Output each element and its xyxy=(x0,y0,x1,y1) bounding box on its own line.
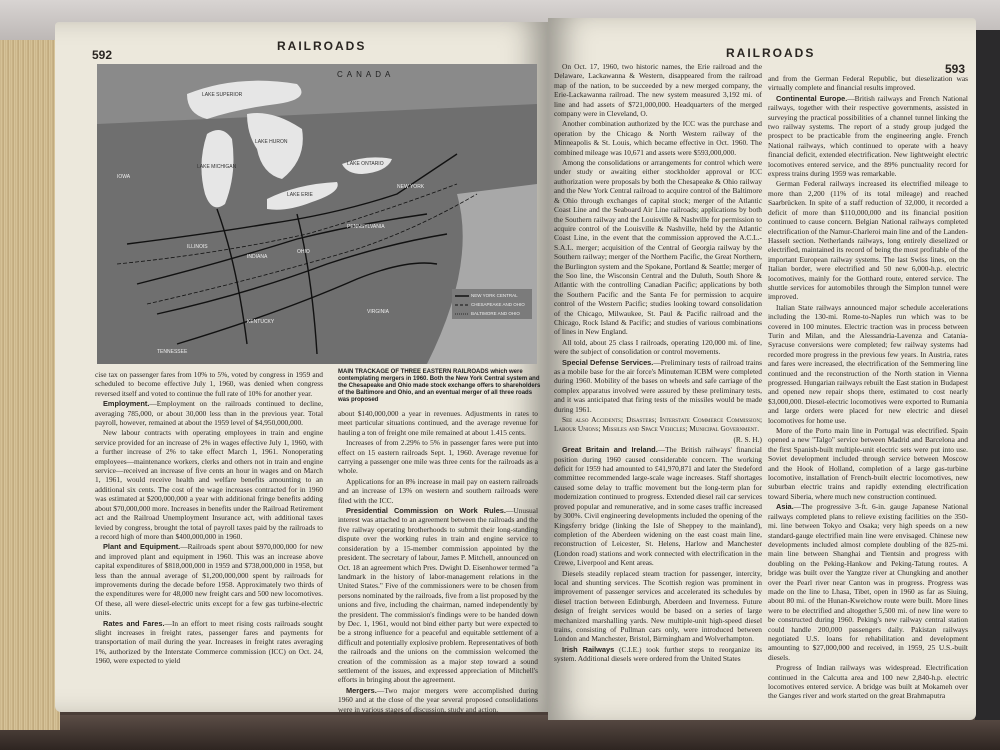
map-label-ohio: OHIO xyxy=(297,249,310,255)
book-cover-edge xyxy=(975,30,1000,720)
section-heading: Irish Railways xyxy=(562,644,615,654)
paragraph: All told, about 25 class I railroads, operating 120,000 mi. of line, were the subject of consolidation or control movements. xyxy=(554,337,762,357)
map-label-iowa: IOWA xyxy=(117,174,131,180)
paragraph: Applications for an 8% increase in mail pay on eastern railroads and an increase of 13% on western and southern railroads were filed with the ICC. xyxy=(338,476,538,505)
paragraph-text: —The British railways' financial position during 1960 caused considerable concern. The working deficit for 1959 had amounted to £41,970,871 and later the Stedeford committee recommended large-scale wage increases. Staff shortages caused some delay to traffic movement but the long-term plan for modernization continued to progress. Extended diesel rail car services proved popular and remunerative, and in some cases traffic increased by 300%. Civil engineering developments included the opening of the Kingsferry bridge (linking the Isle of Sheppey to the mainland), completion of the Aberdeen widening on the east coast main line, reconstruction of Leicester, St. Helens, Harlow and Manchester (London road) stations and work connected with electrification in the Crewe, Liverpool and Kent areas. xyxy=(554,445,762,568)
map-label-lake-michigan: LAKE MICHIGAN xyxy=(197,164,237,170)
background-cloth-bottom xyxy=(0,715,1000,750)
map-label-lake-ontario: LAKE ONTARIO xyxy=(347,161,384,167)
page-number: 593 xyxy=(945,62,966,76)
right-page-column-2 xyxy=(768,74,968,714)
map-label-new-york: NEW YORK xyxy=(397,184,425,190)
map-caption: MAIN TRACKAGE OF THREE EASTERN RAILROADS which were contemplating mergers in 1960. Both the New York Central system and the Chesapeake and Ohio made stock exchange offers to shareholders of the Baltimore and Ohio, and an eventual merger of all three roads was proposed xyxy=(338,369,541,403)
paragraph-text: —Preliminary tests of railroad trains as a mobile base for the air force's Minuteman ICBM were completed during 1960. Mobility of the bases on wheels and safe carriage of the complex apparatus involved were assured by these preliminary tests, and it was anticipated that firing tests of the missiles would be made during 1961. xyxy=(554,357,762,414)
left-page-column-1 xyxy=(95,370,323,710)
cross-reference: See also Accidents; Disasters; Interstate Commerce Commission; Labour Unions; Missiles and Space Vehicles; Municipal Government. xyxy=(554,415,762,434)
map-label-illinois: ILLINOIS xyxy=(187,244,208,250)
paragraph xyxy=(768,502,968,662)
paragraph: German Federal railways increased its electrified mileage to more than 2,200 (11% of its total mileage) and reached Saarbrücken. In spite of a staff reduction of 32,000, it recorded a deficit of more than $110,000,000 and its financial position continued to cause concern. Belgian National railways completed electrification of the Namur-Charleroi main line and of the Landen-Hasselt section. Netherlands railways, long entirely dieselized or electrified, maintained its record of being the most profitable of the important European railway systems. The last Swiss lines, on the Italian border, were electrified and 50 new 6,000-h.p. electric locomotives, mainly for the Gotthard route, entered service. The shuttle services for automobiles through the Simplon tunnel were improved. xyxy=(768,179,968,302)
paragraph-text: —The progressive 3-ft. 6-in. gauge Japanese National railways completed plans to relieve existing facilities on the 350-mi. line between Tokyo and Osaka; very high speeds on a new standard-gauge electrified main line were envisaged. Chinese new developments included almost complete doubling of the 825-mi. main line between Shanghai and Tientsin and progress with doubling on the Peking-Hankow and Peking-Tatung routes. A bridge was built over the Yangtze river at Chungking and another over the Pearl river near Canton was in progress. Progress was made on the line to Lhasa, Tibet, open in 1960 as far as Siuing, about 80 mi. of the Hunan-Kweichow route were built. More lines were to be electrified and altogether 5,500 mi. of new line were to be constructed during 1960. Peking's new railway central station could handle 200,000 passengers daily. Pakistan railways negotiated U.S. loans for rehabilitation and development amounting to $27,000,000 and received, in 1959, 25 U.S.-built diesels. xyxy=(768,502,968,662)
paragraph-text: —In an effort to meet rising costs railroads sought slight increases in freight rates, passenger fares and payments for transportation of mail during the year. Increases in freight rates averaging 1%, authorized by the Interstate Commerce commission (ICC) on Oct. 24, 1960, were expected to yield xyxy=(95,618,323,666)
map-graphic xyxy=(97,64,537,364)
paragraph xyxy=(95,542,323,617)
map-legend-item: NEW YORK CENTRAL xyxy=(471,293,518,298)
paragraph: Another combination authorized by the ICC was the purchase and operation by the Chicago & North Western railway of the Minneapolis & St. Louis, which became effective in Oct. 1960. The combined mileage was 10,671 and assets were $593,000,000. xyxy=(554,119,762,157)
map-label-lake-superior: LAKE SUPERIOR xyxy=(202,92,243,98)
right-page-column-1 xyxy=(554,62,762,717)
paragraph xyxy=(768,94,968,179)
map-label-virginia: VIRGINIA xyxy=(367,309,389,315)
paragraph: Italian State railways announced major schedule accelerations including the 130-mi. Rome-to-Naples run which was to be covered in 100 minutes. Electric traction was in process between Turin and Milan, and the Alessandria-Lavenza and Catania-Syracuse conversions were completed; few railway systems had recorded more progress in the previous few years. In Austria, rates and fares were increased, the electrification of the Semmering line continued and the reconstruction of the North station in Vienna progressed. Hungarian railways rebuilt the East station in Budapest and opened new repair shops there, estimated to cost nearly $3,000,000. Diesel-electric locomotives were exported to Rumania and large orders were placed for new electric and diesel locomotives for home use. xyxy=(768,302,968,425)
map-legend-item: BALTIMORE AND OHIO xyxy=(471,311,520,316)
book-page-edges xyxy=(0,40,60,730)
paragraph: cise tax on passenger fares from 10% to 5%, voted by congress in 1959 and scheduled to become effective July 1, 1960, was denied when congress reversed itself and voted to continue the full rate of 10% for another year. xyxy=(95,370,323,398)
paragraph xyxy=(554,358,762,414)
railroad-map xyxy=(97,64,537,364)
section-heading: Great Britain and Ireland. xyxy=(562,445,658,455)
map-label-pennsylvania: PENNSYLVANIA xyxy=(347,224,385,230)
paragraph: New labour contracts with operating employees in train and engine service provided for an increase of 2% in wages effective July 1, 1960, with a further increase of 2% to take effect March 1, 1961. Nonoperating employees—maintenance workers, clerks and others not in train and engine service—received an increase of five cents an hour in wages and on March 1, 1961, would receive health and welfare benefits amounting to an additional six cents. The cost of the wage increases contracted for in 1960 was estimated at $200,000,000 a year with additional fringe benefits adding about $70,000,000 more. Increases in benefits under the Railroad Retirement act and the Railroad Unemployment Insurance act, with additional taxes levied by congress, brought the total of payroll taxes paid by the railroads to a record high of more than $400,000,000 in 1960. xyxy=(95,428,323,541)
paragraph xyxy=(95,399,323,427)
paragraph: and from the German Federal Republic, but dieselization was virtually complete and financial results improved. xyxy=(768,74,968,93)
paragraph xyxy=(554,445,762,567)
map-legend-item: CHESAPEAKE AND OHIO xyxy=(471,302,525,307)
section-heading: Continental Europe. xyxy=(776,93,848,103)
paragraph xyxy=(338,686,538,714)
map-label-kentucky: KENTUCKY xyxy=(247,319,275,325)
left-page xyxy=(55,22,548,712)
paragraph-text: (C.I.E.) took further steps to reorganize its system. Additional diesels were ordered from the United States xyxy=(554,644,762,664)
paragraph: More of the Porto main line in Portugal was electrified. Spain opened a new "Talgo" service between Madrid and Barcelona and the first Spanish-built multiple-unit electric sets were put into use. Soviet development included through service between Moscow and the Hook of Holland, completion of a large gas-turbine locomotive, installation of French-built electric locomotives, new suburban electric trains and rapidly extending electrification toward Siberia, where much new construction continued. xyxy=(768,426,968,501)
map-label-lake-huron: LAKE HURON xyxy=(255,139,288,145)
page-number: 592 xyxy=(92,48,113,62)
paragraph: Diesels steadily replaced steam traction for passenger, intercity, local and shunting services. The Scottish region was prominent in improvement of passenger services and accelerated its schedules by diesel traction between Edinburgh, Aberdeen and Inverness. Future design of freight services would be based on a series of large mechanized marshalling yards. New multiple-unit high-speed diesel trains, consisting of Pullman cars only, were introduced between London and Manchester, Bristol, Birmingham and Wolverhampton. xyxy=(554,568,762,644)
paragraph: Among the consolidations or arrangements for control which were under study or awaiting either stockholder approval or ICC authorization were proposals by both the Chesapeake & Ohio railway and the New York Central railroad to acquire control of the Baltimore & Ohio through exchanges of capital stock; merger of the Atlantic Coast Line and the Seaboard Air Line railroads; applications by both the Southern railway and the Louisville & Nashville for permission to acquire control of the Louisville & Nashville, held by the Atlantic Coast Line, in the event that the commission approved the A.C.L.-S.A.L. merger; acquisition of the Central of Georgia railway by the Southern railway; merger of the Northern Pacific, the Great Northern, the Burlington system and the Spokane, Portland & Seattle; merger of the Soo line, the Wisconsin Central and the Duluth, South Shore & Atlantic with the controlling Canadian Pacific; applications by both the Southern Pacific and the Santa Fe for permission to acquire control of the Western Pacific; studies looking toward consolidation of the Chicago, Milwaukee, St. Paul & Pacific railroad and the Chicago, Rock Island & Pacific; and studies of various combinations of lines in New England. xyxy=(554,158,762,337)
paragraph-text: —British railways and French National railways, together with their respective governments, assisted in surveying the practical possibilities of a channel tunnel linking the two railway systems. The report of a study group judged the prospect to be practicable from the engineering angle. French National railways, which continued to operate with a heavy financial deficit, extended electrification. New lightweight electric locomotives entered service, and the 89% punctuality record for express trains during 1959 was remarkable. xyxy=(768,93,968,179)
left-page-column-2 xyxy=(338,409,538,714)
paragraph: Increases of from 2.29% to 5% in passenger fares were put into effect on 15 eastern railroads Sept. 1, 1960. Average revenue for carrying a passenger one mile was three cents for the railroads as a whole. xyxy=(338,438,538,476)
section-heading: Special Defense Services. xyxy=(562,357,654,367)
section-heading: Mergers. xyxy=(346,685,377,695)
section-heading: Plant and Equipment. xyxy=(103,542,181,552)
map-label-lake-erie: LAKE ERIE xyxy=(287,192,313,198)
section-heading: Presidential Commission on Work Rules. xyxy=(346,506,506,516)
paragraph-text: —Unusual interest was attached to an agreement between the railroads and the five railway operating brotherhoods to submit their long-standing dispute over the working rules in train and engine service to consideration by a 15-member commission appointed by the president. The secretary of labour, James P. Mitchell, announced on Oct. 18 an agreement which Pres. Dwight D. Eisenhower termed "a landmark in the history of labor-management relations in the United States." Five of the commissioners were to be chosen from persons nominated by the railroads, five from a list proposed by the unions and five, including the chairman, named independently by the president. The commission's findings were to be handed down by Dec. 1, 1961, would not bind either party but were expected to be a strong influence for a peaceful and equitable settlement of a difficult and potentially explosive problem. Representatives of both the railroads and the unions on the commission welcomed the creation of the commission as a major step toward a sound settlement of the issues, and expressed appreciation of Mitchell's efforts in bringing about the agreement. xyxy=(338,506,538,685)
section-heading: Asia. xyxy=(776,502,794,512)
paragraph xyxy=(554,645,762,664)
author-initials: (R. S. H.) xyxy=(733,434,762,444)
paragraph xyxy=(338,506,538,685)
map-label-tennessee: TENNESSEE xyxy=(157,349,188,355)
paragraph-text: —Employment on the railroads continued to decline, averaging 785,000, or about 30,000 less than in the previous year. Total payroll, however, remained at about the 1959 level of $4,950,000,000. xyxy=(95,399,323,428)
running-head: RAILROADS xyxy=(726,46,816,60)
section-heading: Rates and Fares. xyxy=(103,618,165,628)
map-label-indiana: INDIANA xyxy=(247,254,268,260)
section-heading: Employment. xyxy=(103,399,150,409)
paragraph xyxy=(95,619,323,666)
paragraph: On Oct. 17, 1960, two historic names, the Erie railroad and the Delaware, Lackawanna & Western, disappeared from the railroad map of the nation, to be succeeded by a new merged company, the Erie-Lackawanna railroad. The new system measured 3,192 mi. of line and had assets of $721,000,000. Headquarters of the merged company were in Cleveland, O. xyxy=(554,62,762,119)
right-page xyxy=(548,18,976,720)
running-head: RAILROADS xyxy=(277,39,367,53)
paragraph: about $140,000,000 a year in revenues. Adjustments in rates to meet particular situations continued, and the average revenue for hauling a ton of freight one mile remained at about 1.415 cents. xyxy=(338,409,538,437)
paragraph-text: —Two major mergers were accomplished during 1960 and at the close of the year several proposed consolidations were in various stages of discussion, study and action. xyxy=(338,685,538,714)
paragraph-text: —Railroads spent about $970,000,000 for new and improved plant and equipment in 1960. This was an increase above capital expenditures of $818,000,000 in 1959 and $738,000,000 in 1958, but less than the annual average of $1,200,000,000 spent by railroads for improvements during the decade before 1958. Approximately two thirds of the expenditures were for 48,000 new freight cars and 500 new locomotives. Of these, all were diesel-electric units except for a few gas turbine-electric units. xyxy=(95,542,323,618)
map-label-canada: CANADA xyxy=(337,70,395,79)
paragraph: Progress of Indian railways was widespread. Electrification continued in the Calcutta area and 100 new 2,840-h.p. electric locomotives entered service. A bridge was built at Mokameh over the Ganges river and work started on the great Brahmaputra xyxy=(768,663,968,701)
